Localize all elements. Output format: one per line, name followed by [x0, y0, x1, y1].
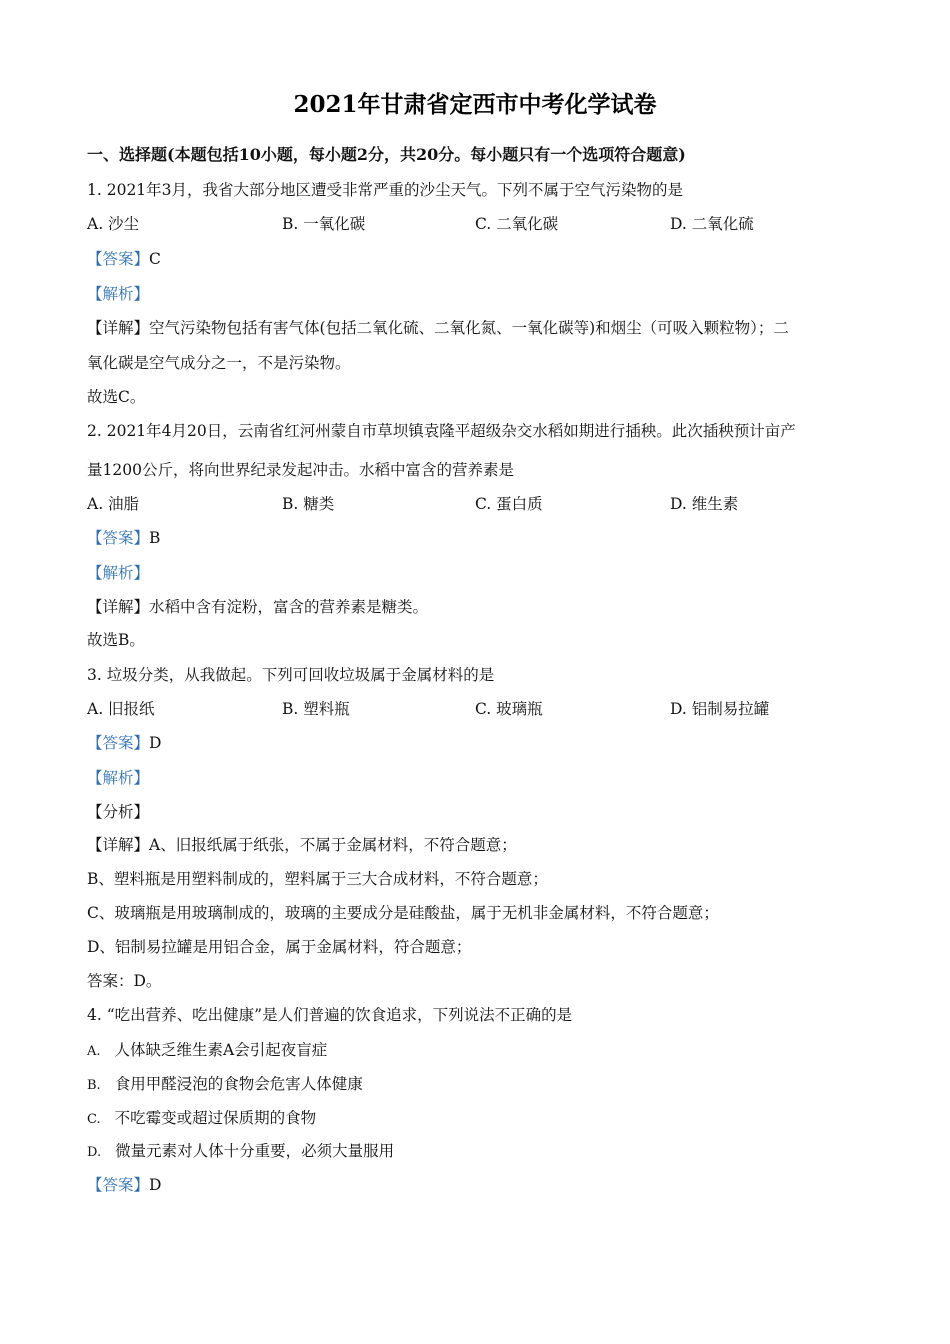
question-3-detail-b: B、塑料瓶是用塑料制成的，塑料属于三大合成材料，不符合题意； [87, 870, 548, 888]
question-2-stem-cont: 量1200公斤，将向世界纪录发起冲击。水稻中富含的营养素是 [87, 461, 514, 479]
question-4-answer [87, 1175, 161, 1195]
option-text: 食用甲醛浸泡的食物会危害人体健康 [114, 1075, 363, 1093]
detail-tag: 【详解】 [87, 319, 150, 337]
question-3-detail-a [87, 835, 517, 855]
question-1-conclusion: 故选C。 [87, 388, 146, 406]
answer-tag: 【答案】 [87, 734, 150, 752]
question-3-option-a: A. 旧报纸 [87, 700, 155, 718]
answer-value: D [149, 734, 162, 752]
question-3-answer [87, 733, 161, 753]
answer-tag: 【答案】 [87, 250, 150, 268]
question-4-option-b [87, 1074, 363, 1096]
section-heading: 一、选择题(本题包括10小题，每小题2分，共20分。每小题只有一个选项符合题意) [87, 145, 686, 164]
question-3-fenxi-tag: 【分析】 [87, 803, 150, 821]
option-letter: B. [87, 1078, 101, 1093]
option-text: 人体缺乏维生素A会引起夜盲症 [114, 1041, 328, 1059]
question-2-stem: 2. 2021年4月20日，云南省红河州蒙自市草坝镇袁隆平超级杂交水稻如期进行插秧。此次插秧预计亩产 [87, 422, 796, 440]
answer-tag: 【答案】 [87, 529, 150, 547]
detail-tag: 【详解】 [87, 836, 150, 854]
question-2-detail [87, 597, 428, 617]
detail-text: A、旧报纸属于纸张，不属于金属材料，不符合题意； [149, 836, 517, 854]
question-1-option-d: D. 二氧化硫 [670, 215, 754, 233]
question-3-detail-c: C、玻璃瓶是用玻璃制成的，玻璃的主要成分是硅酸盐，属于无机非金属材料，不符合题意； [87, 904, 719, 922]
question-2-option-d: D. 维生素 [670, 495, 739, 513]
question-1-detail [87, 318, 789, 338]
question-2-analysis-tag: 【解析】 [87, 564, 150, 582]
question-2-option-c: C. 蛋白质 [475, 495, 543, 513]
question-2-option-b: B. 糖类 [282, 495, 335, 513]
question-3-conclusion: 答案：D。 [87, 972, 162, 990]
answer-value: D [149, 1176, 162, 1194]
question-4-stem: 4. “吃出营养、吃出健康”是人们普遍的饮食追求，下列说法不正确的是 [87, 1006, 573, 1024]
answer-value: C [149, 250, 161, 268]
question-3-option-d: D. 铝制易拉罐 [670, 700, 770, 718]
answer-tag: 【答案】 [87, 1176, 150, 1194]
question-3-option-b: B. 塑料瓶 [282, 700, 350, 718]
question-3-stem: 3. 垃圾分类，从我做起。下列可回收垃圾属于金属材料的是 [87, 666, 495, 684]
question-1-answer [87, 249, 161, 269]
question-3-option-c: C. 玻璃瓶 [475, 700, 543, 718]
option-letter: C. [87, 1112, 101, 1127]
question-2-answer [87, 528, 160, 548]
question-4-option-d [87, 1141, 394, 1163]
option-text: 微量元素对人体十分重要，必须大量服用 [115, 1142, 395, 1160]
question-1-analysis-tag: 【解析】 [87, 285, 150, 303]
detail-text: 空气污染物包括有害气体(包括二氧化硫、二氧化氮、一氧化碳等)和烟尘（可吸入颗粒物）；二 [149, 319, 789, 337]
option-letter: A. [87, 1044, 101, 1059]
question-1-option-b: B. 一氧化碳 [282, 215, 366, 233]
detail-text: 水稻中含有淀粉，富含的营养素是糖类。 [149, 598, 429, 616]
question-1-option-a: A. 沙尘 [87, 215, 140, 233]
question-1-option-c: C. 二氧化碳 [475, 215, 559, 233]
option-letter: D. [87, 1145, 102, 1160]
question-4-option-a [87, 1040, 327, 1062]
question-1-stem: 1. 2021年3月，我省大部分地区遭受非常严重的沙尘天气。下列不属于空气污染物的是 [87, 181, 684, 199]
question-2-option-a: A. 油脂 [87, 495, 140, 513]
option-text: 不吃霉变或超过保质期的食物 [114, 1109, 317, 1127]
question-2-conclusion: 故选B。 [87, 631, 145, 649]
question-1-detail-cont: 氧化碳是空气成分之一，不是污染物。 [87, 354, 351, 372]
question-3-analysis-tag: 【解析】 [87, 769, 150, 787]
detail-tag: 【详解】 [87, 598, 150, 616]
question-4-option-c [87, 1108, 316, 1130]
document-title: 2021年甘肃省定西市中考化学试卷 [293, 91, 657, 118]
answer-value: B [149, 529, 161, 547]
question-3-detail-d: D、铝制易拉罐是用铝合金，属于金属材料，符合题意； [87, 938, 472, 956]
